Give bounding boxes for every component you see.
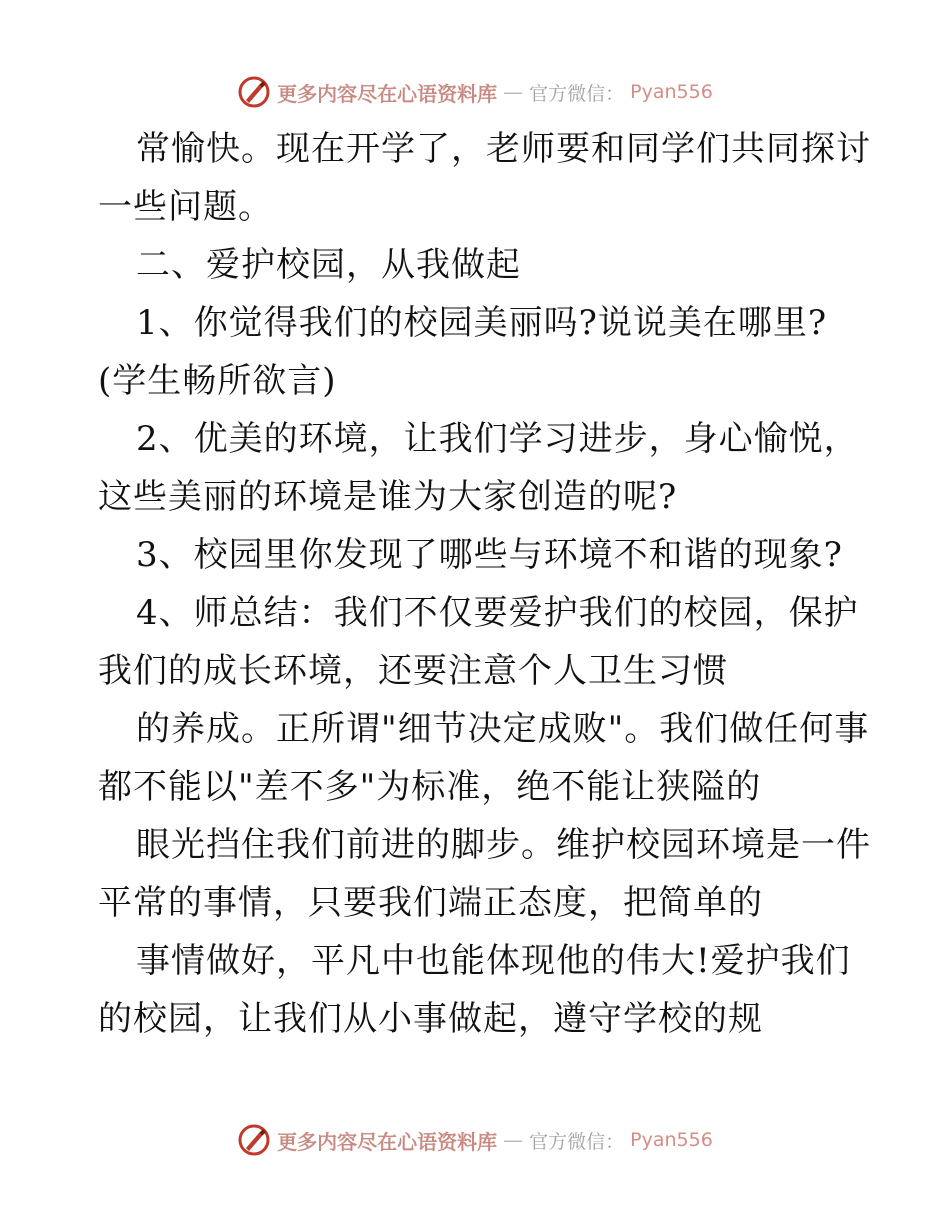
text-line: 一些问题。	[98, 187, 273, 227]
text-line: 的校园，让我们从小事做起，遵守学校的规	[98, 999, 763, 1039]
header-banner-separator: —	[503, 80, 524, 104]
document-body	[98, 120, 871, 1048]
text-line: 这些美丽的环境是谁为大家创造的呢?	[98, 477, 678, 517]
text-line: 事情做好，平凡中也能体现他的伟大!爱护我们	[136, 941, 851, 981]
pen-logo-icon	[237, 1123, 271, 1157]
header-banner	[0, 72, 950, 112]
footer-banner	[0, 1120, 950, 1160]
header-banner-wechat-id: Pyan556	[630, 81, 713, 103]
text-line: 1、你觉得我们的校园美丽吗?说说美在哪里?	[136, 303, 828, 343]
text-line: 常愉快。现在开学了，老师要和同学们共同探讨	[136, 129, 871, 169]
text-line: 眼光挡住我们前进的脚步。维护校园环境是一件	[136, 825, 871, 865]
footer-banner-title: 更多内容尽在心语资料库	[277, 1129, 498, 1154]
header-banner-title: 更多内容尽在心语资料库	[277, 81, 498, 106]
pen-logo-icon	[237, 75, 271, 109]
text-line: 4、师总结：我们不仅要爱护我们的校园，保护	[136, 593, 859, 633]
footer-banner-wechat-label: 官方微信：	[529, 1130, 625, 1153]
section-heading: 二、爱护校园，从我做起	[136, 245, 521, 285]
text-line: (学生畅所欲言)	[98, 361, 337, 401]
text-line: 平常的事情，只要我们端正态度，把简单的	[98, 883, 763, 923]
footer-banner-wechat-id: Pyan556	[630, 1129, 713, 1151]
text-line: 我们的成长环境，还要注意个人卫生习惯	[98, 651, 728, 691]
text-line: 2、优美的环境，让我们学习进步，身心愉悦，	[136, 419, 859, 459]
text-line: 的养成。正所谓"细节决定成败"。我们做任何事	[136, 709, 870, 749]
footer-banner-separator: —	[503, 1128, 524, 1152]
header-banner-wechat-label: 官方微信：	[529, 82, 625, 105]
text-line: 都不能以"差不多"为标准，绝不能让狭隘的	[98, 767, 762, 807]
text-line: 3、校园里你发现了哪些与环境不和谐的现象?	[136, 535, 843, 575]
